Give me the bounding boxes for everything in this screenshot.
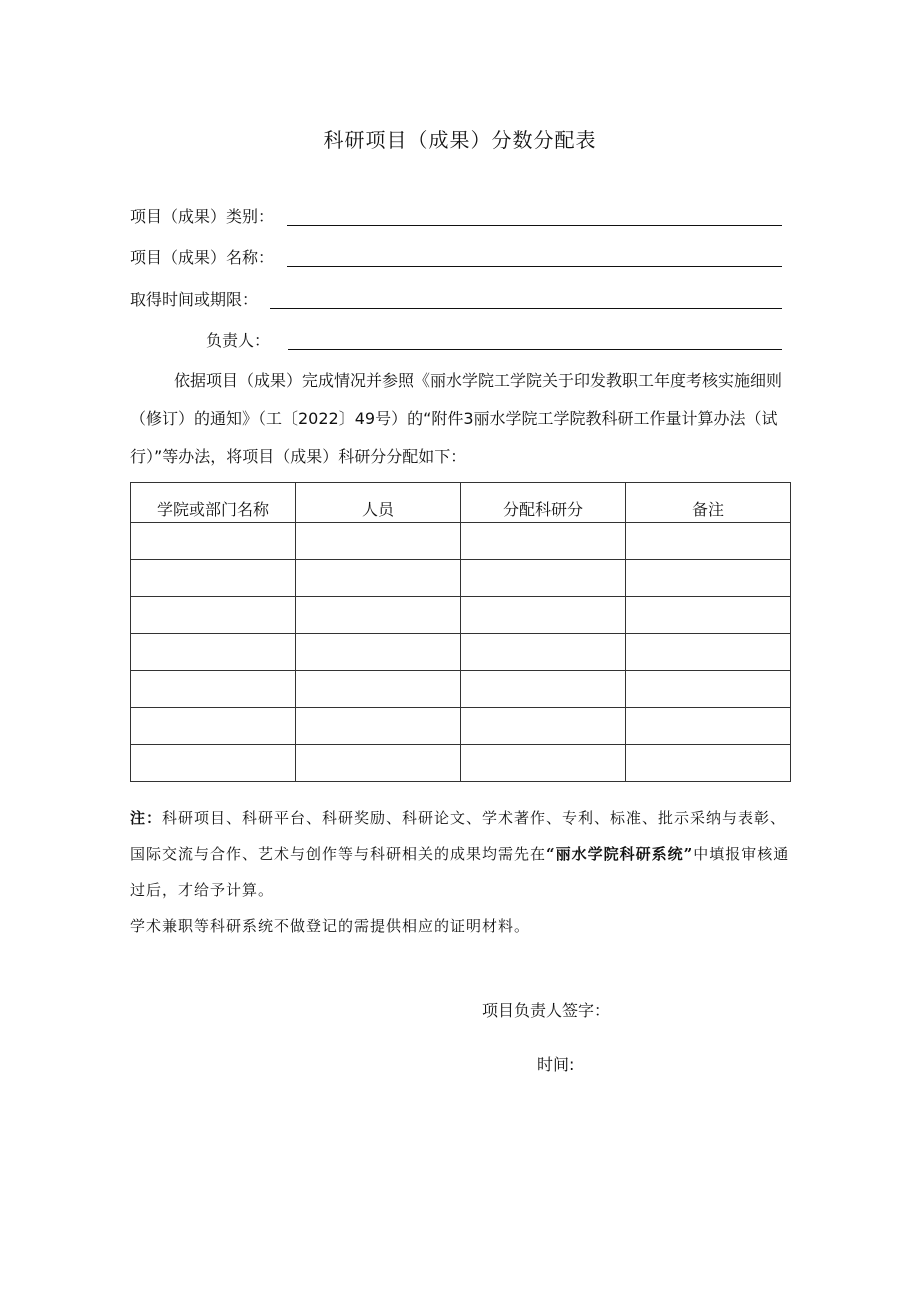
- table-cell[interactable]: [626, 523, 791, 560]
- note-prefix: 注：: [130, 809, 163, 827]
- table-cell[interactable]: [461, 671, 626, 708]
- leader-label: 负责人：: [206, 331, 271, 350]
- note-text-1: 科研项目、科研平台、科研奖励、科研论文、学术著作、专利、标准、批示采纳与表彰、国际交流与合作、艺术与创作等与科研相关的成果均需先在: [130, 809, 787, 863]
- table-cell[interactable]: [131, 708, 296, 745]
- table-cell[interactable]: [131, 597, 296, 634]
- document-title: 科研项目（成果）分数分配表: [323, 128, 597, 152]
- table-cell[interactable]: [296, 745, 461, 782]
- header-score: 分配科研分: [461, 483, 626, 523]
- note-line-2: 学术兼职等科研系统不做登记的需提供相应的证明材料。: [130, 917, 531, 935]
- period-field: [130, 287, 782, 311]
- note-system-name: “丽水学院科研系统”: [546, 845, 694, 863]
- table-cell[interactable]: [131, 560, 296, 597]
- leader-line[interactable]: [288, 349, 782, 350]
- table-row: [131, 708, 791, 745]
- category-line[interactable]: [287, 225, 782, 226]
- table-row: [131, 634, 791, 671]
- table-cell[interactable]: [296, 560, 461, 597]
- table-cell[interactable]: [131, 523, 296, 560]
- period-label: 取得时间或期限：: [130, 290, 259, 309]
- table-cell[interactable]: [461, 560, 626, 597]
- table-cell[interactable]: [131, 671, 296, 708]
- table-row: [131, 597, 791, 634]
- table-cell[interactable]: [626, 597, 791, 634]
- leader-field: [206, 328, 782, 352]
- table-cell[interactable]: [461, 634, 626, 671]
- table-cell[interactable]: [626, 745, 791, 782]
- header-personnel: 人员: [296, 483, 461, 523]
- note-block: [130, 800, 792, 944]
- time-label: 时间:: [537, 1055, 575, 1074]
- table-cell[interactable]: [626, 671, 791, 708]
- table-row: [131, 523, 791, 560]
- name-field: [130, 245, 782, 269]
- table-cell[interactable]: [296, 671, 461, 708]
- table-cell[interactable]: [461, 523, 626, 560]
- table-row: [131, 671, 791, 708]
- table-header-row: [131, 483, 791, 523]
- table-cell[interactable]: [296, 523, 461, 560]
- table-row: [131, 560, 791, 597]
- name-line[interactable]: [287, 266, 782, 267]
- table-cell[interactable]: [461, 745, 626, 782]
- category-field: [130, 204, 782, 228]
- table-cell[interactable]: [296, 597, 461, 634]
- header-remarks: 备注: [626, 483, 791, 523]
- score-table: [130, 482, 791, 782]
- table-row: [131, 745, 791, 782]
- period-line[interactable]: [270, 308, 782, 309]
- note-paragraph: [130, 800, 792, 908]
- name-label: 项目（成果）名称：: [130, 248, 275, 267]
- header-department: 学院或部门名称: [131, 483, 296, 523]
- table-cell[interactable]: [461, 597, 626, 634]
- table-cell[interactable]: [461, 708, 626, 745]
- leader-signature-label: 项目负责人签字：: [482, 1001, 611, 1020]
- table-cell[interactable]: [626, 560, 791, 597]
- note-text-2: 中填报审核通过后，才给予计算。: [130, 845, 790, 899]
- intro-paragraph: 依据项目（成果）完成情况并参照《丽水学院工学院关于印发教职工年度考核实施细则（修订）的通知》（工〔2022〕49号）的“附件3丽水学院工学院教科研工作量计算办法（试行）”等办法，将项目（成果）科研分分配如下：: [130, 371, 783, 466]
- table-cell[interactable]: [131, 634, 296, 671]
- category-label: 项目（成果）类别：: [130, 207, 275, 226]
- table-cell[interactable]: [626, 634, 791, 671]
- table-cell[interactable]: [296, 634, 461, 671]
- table-cell[interactable]: [131, 745, 296, 782]
- table-cell[interactable]: [626, 708, 791, 745]
- table-cell[interactable]: [296, 708, 461, 745]
